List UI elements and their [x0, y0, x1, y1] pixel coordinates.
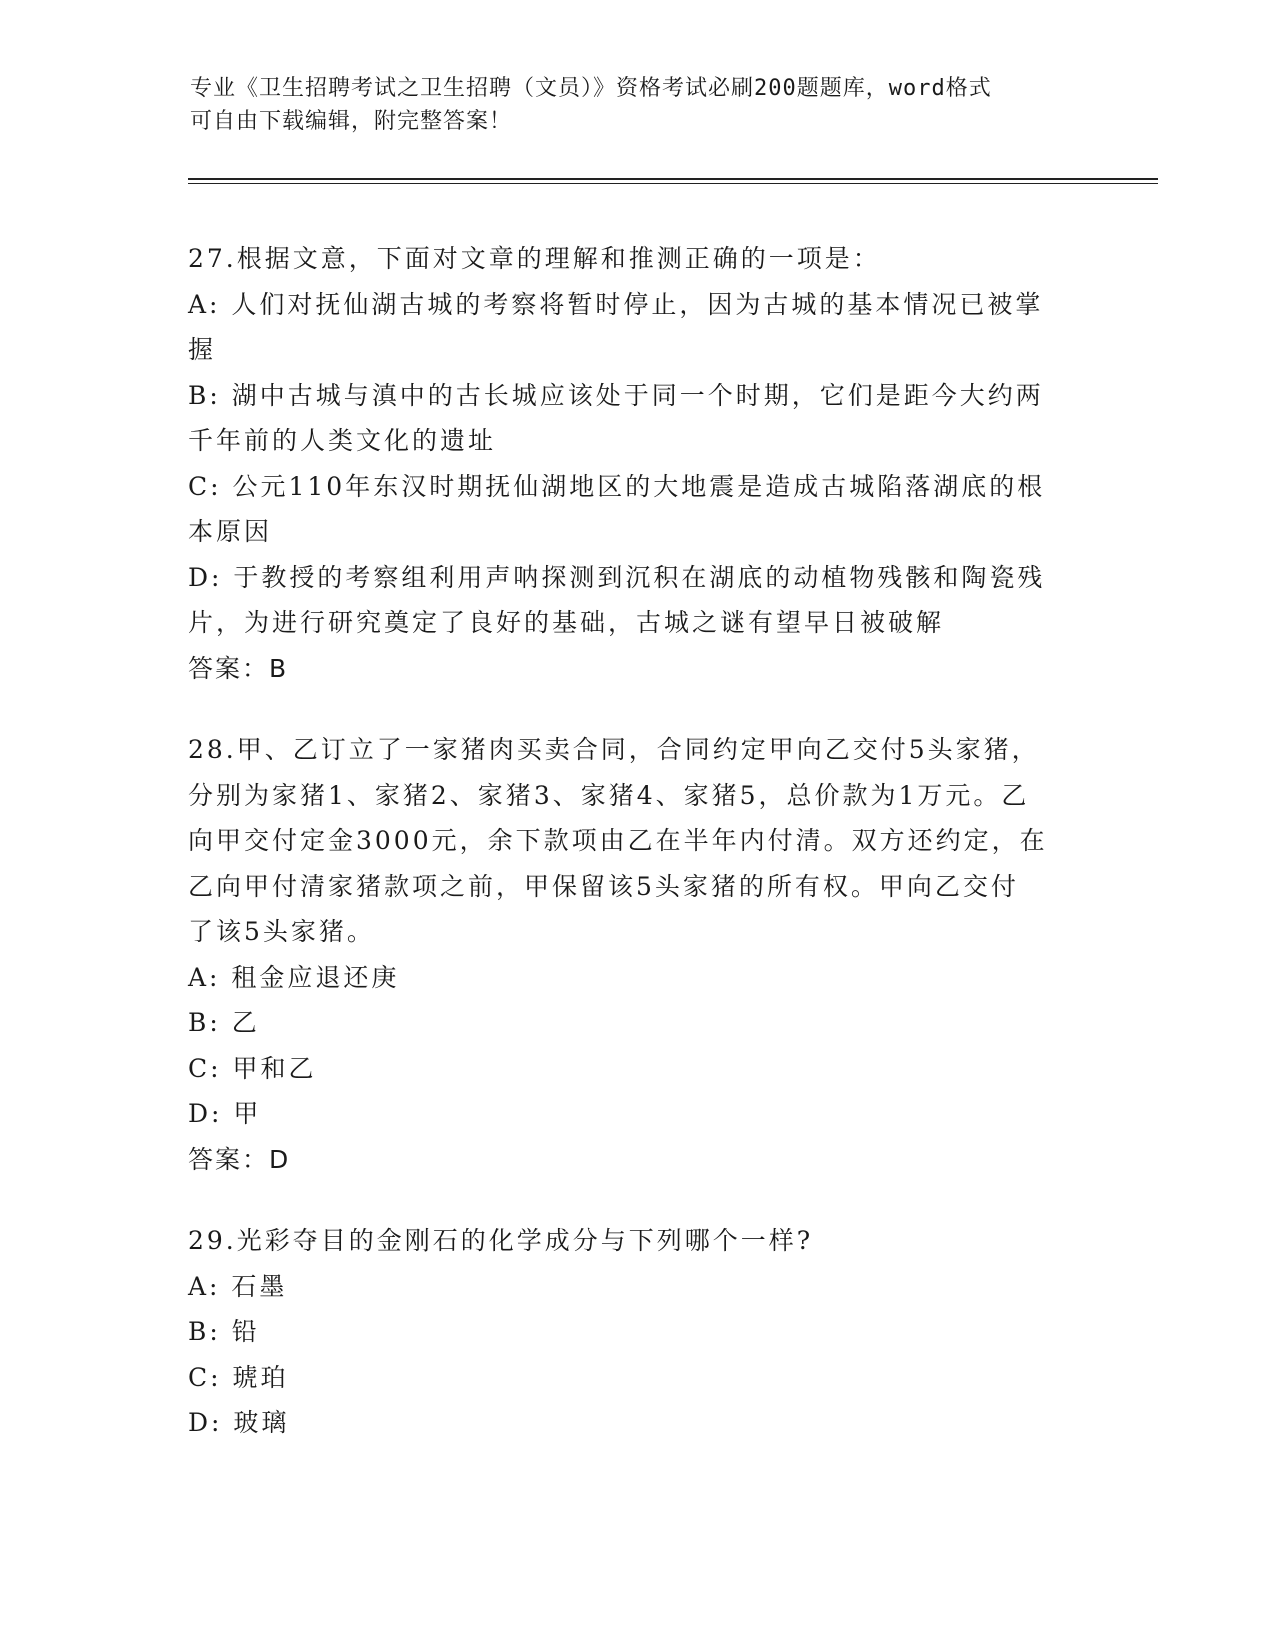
question-block: [188, 236, 1088, 691]
option-line: 握: [188, 335, 217, 364]
header-divider: [188, 178, 1158, 180]
header-line-2: 可自由下载编辑，附完整答案！: [190, 109, 513, 134]
option-line: D: 玻璃: [188, 1408, 290, 1437]
option-line: C: 琥珀: [188, 1362, 289, 1392]
question-stem-line: 了该5头家猪。: [188, 917, 375, 946]
answer-line: 答案：B: [188, 653, 289, 683]
question-stem-line: 向甲交付定金3000元，余下款项由乙在半年内付清。双方还约定，在: [188, 826, 1048, 855]
option-line: B: 乙: [188, 1008, 260, 1037]
question-stem-line: 28.甲、乙订立了一家猪肉买卖合同，合同约定甲向乙交付5头家猪，: [188, 735, 1040, 764]
question-block: [188, 727, 1088, 1182]
option-line: A: 石墨: [188, 1271, 288, 1301]
option-line: 本原因: [188, 517, 273, 546]
option-line: A: 租金应退还庚: [188, 962, 400, 992]
option-line: B: 湖中古城与滇中的古长城应该处于同一个时期，它们是距今大约两: [188, 380, 1044, 410]
document-header: [190, 72, 1070, 138]
answer-line: 答案：D: [188, 1144, 291, 1174]
question-stem-line: 29.光彩夺目的金刚石的化学成分与下列哪个一样?: [188, 1226, 814, 1255]
option-line: 千年前的人类文化的遗址: [188, 426, 497, 455]
question-stem-line: 乙向甲付清家猪款项之前，甲保留该5头家猪的所有权。甲向乙交付: [188, 871, 1019, 901]
question-list: [188, 236, 1088, 1482]
question-stem-line: 分别为家猪1、家猪2、家猪3、家猪4、家猪5，总价款为1万元。乙: [188, 780, 1030, 810]
option-line: B: 铅: [188, 1317, 260, 1346]
option-line: 片，为进行研究奠定了良好的基础，古城之谜有望早日被破解: [188, 608, 945, 637]
option-line: C: 甲和乙: [188, 1053, 317, 1083]
option-line: C: 公元110年东汉时期抚仙湖地区的大地震是造成古城陷落湖底的根: [188, 471, 1046, 501]
option-line: D: 于教授的考察组利用声呐探测到沉积在湖底的动植物残骸和陶瓷残: [188, 562, 1046, 592]
header-line-1: 专业《卫生招聘考试之卫生招聘（文员）》资格考试必刷200题题库，word格式: [190, 76, 992, 101]
question-block: [188, 1218, 1088, 1446]
option-line: D: 甲: [188, 1099, 262, 1128]
option-line: A: 人们对抚仙湖古城的考察将暂时停止，因为古城的基本情况已被掌: [188, 289, 1044, 319]
header-divider-thin: [188, 183, 1158, 184]
question-stem-line: 27.根据文意，下面对文章的理解和推测正确的一项是：: [188, 244, 881, 273]
